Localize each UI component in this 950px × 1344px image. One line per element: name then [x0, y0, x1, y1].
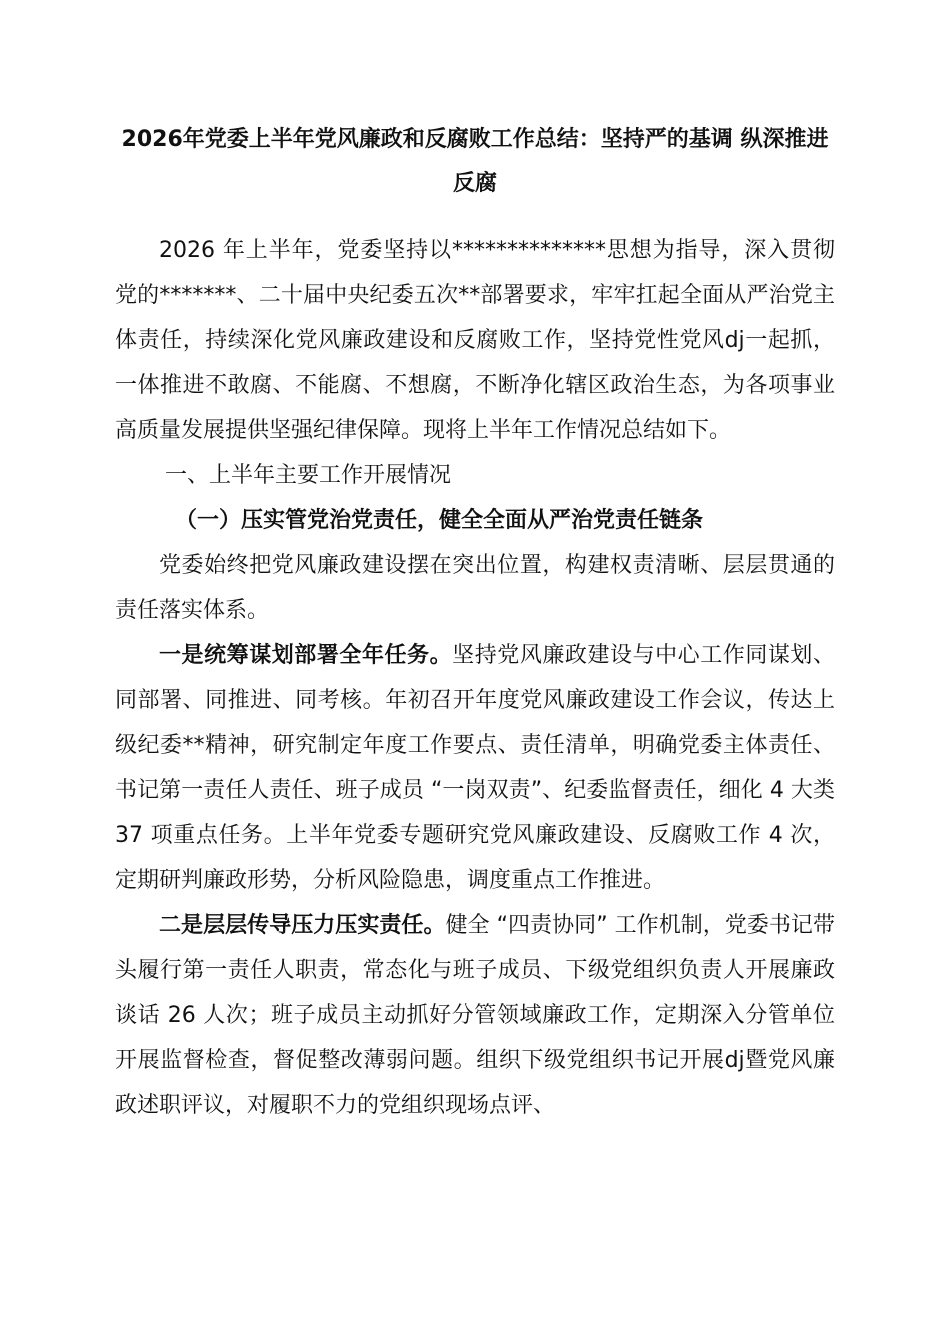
document-page — [115, 118, 835, 1128]
subsection-heading: （一）压实管党治党责任，健全全面从严治党责任链条 — [175, 508, 704, 533]
document-title: 2026年党委上半年党风廉政和反腐败工作总结：坚持严的基调 纵深推进反腐 — [121, 127, 829, 196]
item-1-paragraph — [115, 633, 835, 903]
subsection-intro-paragraph: 党委始终把党风廉政建设摆在突出位置，构建权责清晰、层层贯通的责任落实体系。 — [115, 553, 835, 623]
section-heading: 一、上半年主要工作开展情况 — [165, 463, 452, 488]
intro-paragraph: 2026 年上半年，党委坚持以**************思想为指导，深入贯彻党的*******、二十届中央纪委五次**部署要求，牢牢扛起全面从严治党主体责任，持续深化党风廉政建设和反腐败工作，坚持党性党风dj一起抓，一体推进不敢腐、不能腐、不想腐，不断净化辖区政治生态，为各项事业高质量发展提供坚强纪律保障。现将上半年工作情况总结如下。 — [115, 238, 835, 443]
item-2-text: 健全 “四责协同” 工作机制，党委书记带头履行第一责任人职责，常态化与班子成员、下级党组织负责人开展廉政谈话 26 人次；班子成员主动抓好分管领域廉政工作，定期深入分管单位开展监督检查，督促整改薄弱问题。组织下级党组织书记开展dj暨党风廉政述职评议，对履职不力的党组织现场点评、 — [115, 913, 835, 1118]
item-1-lead: 一是统筹谋划部署全年任务。 — [159, 643, 453, 668]
item-2-lead: 二是层层传导压力压实责任。 — [159, 913, 446, 938]
item-2-paragraph — [115, 903, 835, 1128]
item-1-text: 坚持党风廉政建设与中心工作同谋划、同部署、同推进、同考核。年初召开年度党风廉政建设工作会议，传达上级纪委**精神，研究制定年度工作要点、责任清单，明确党委主体责任、书记第一责任人责任、班子成员 “一岗双责”、纪委监督责任，细化 4 大类 37 项重点任务。上半年党委专题研究党风廉政建设、反腐败工作 4 次，定期研判廉政形势，分析风险隐患，调度重点工作推进。 — [115, 643, 835, 893]
